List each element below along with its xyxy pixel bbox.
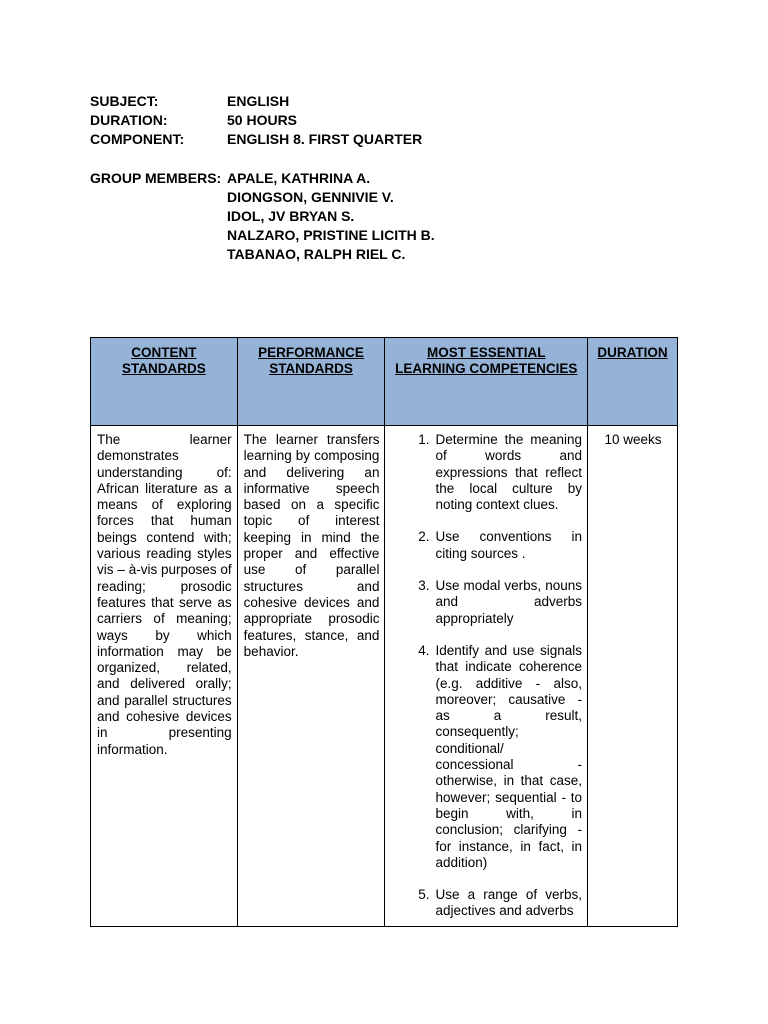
header-line: CONTENT [131, 345, 197, 360]
list-item [391, 643, 582, 871]
item-text: Determine the meaning of words and expressions that reflect the local culture by noting context clues. [435, 432, 583, 513]
item-text: Use conventions in citing sources . [435, 529, 583, 561]
subject-label: SUBJECT: [90, 93, 159, 109]
component-value: ENGLISH 8. FIRST QUARTER [227, 131, 423, 148]
duration-value: 50 HOURS [227, 112, 298, 129]
performance-standards-cell: The learner transfers learning by composing and delivering an informative speech based on a specific topic of interest keeping in mind the proper and effective use of parallel structures and cohesive devices and appropriate prosodic features, stance, and behavior. [237, 426, 385, 927]
duration-cell: 10 weeks [588, 426, 678, 927]
header-line: PERFORMANCE [258, 345, 364, 360]
member-name: TABANAO, RALPH RIEL C. [227, 246, 406, 263]
item-text: Use modal verbs, nouns and adverbs appropriately [435, 578, 583, 626]
item-number: 2. [418, 529, 430, 545]
list-item [391, 529, 582, 562]
table-header-row [91, 338, 678, 426]
member-name: NALZARO, PRISTINE LICITH B. [227, 227, 435, 244]
header-performance-standards [237, 338, 385, 426]
table-row [91, 426, 678, 927]
member-name: APALE, KATHRINA A. [227, 169, 371, 186]
document-header [90, 92, 435, 265]
header-competencies [385, 338, 588, 426]
item-text: Identify and use signals that indicate coherence (e.g. additive - also, moreover; causative - as a result, consequently; conditional/ concessional - otherwise, in that case, however; sequential - to begin with, in conclusion; clarifying - for instance, in fact, in addition) [435, 642, 583, 870]
item-number: 5. [418, 887, 430, 903]
header-duration [588, 338, 678, 426]
header-line: STANDARDS [121, 361, 206, 377]
component-label: COMPONENT: [90, 131, 185, 148]
group-members [90, 169, 435, 265]
list-item [391, 432, 582, 513]
subject-value: ENGLISH [227, 93, 290, 109]
header-line: STANDARDS [269, 361, 353, 377]
members-list [227, 169, 435, 265]
curriculum-table [90, 337, 678, 927]
competency-list [391, 432, 582, 920]
header-line: MOST ESSENTIAL [426, 345, 546, 360]
item-number: 1. [418, 432, 430, 447]
component-row [90, 130, 435, 149]
member-name: IDOL, JV BRYAN S. [227, 208, 355, 225]
competencies-cell [385, 426, 588, 927]
duration-row [90, 111, 435, 130]
list-item [391, 578, 582, 627]
subject-row [90, 92, 435, 111]
member-name: DIONGSON, GENNIVIE V. [227, 188, 394, 205]
list-item [391, 887, 582, 920]
item-number: 4. [418, 642, 430, 658]
content-standards-cell: The learner demonstrates understanding of: African literature as a means of exploring forces that human beings contend with; various reading styles vis – à-vis purposes of reading; prosodic features that serve as carriers of meaning; ways by which information may be organized, related, and delivered orally; and parallel structures and cohesive devices in presenting information. [91, 426, 238, 927]
item-text: Use a range of verbs, adjectives and adverbs [435, 887, 583, 919]
members-label: GROUP MEMBERS: [90, 169, 222, 186]
header-line: DURATION [597, 345, 668, 360]
header-line: LEARNING COMPETENCIES [395, 361, 578, 377]
item-number: 3. [418, 578, 430, 594]
header-content-standards [91, 338, 238, 426]
duration-label: DURATION: [90, 112, 168, 129]
